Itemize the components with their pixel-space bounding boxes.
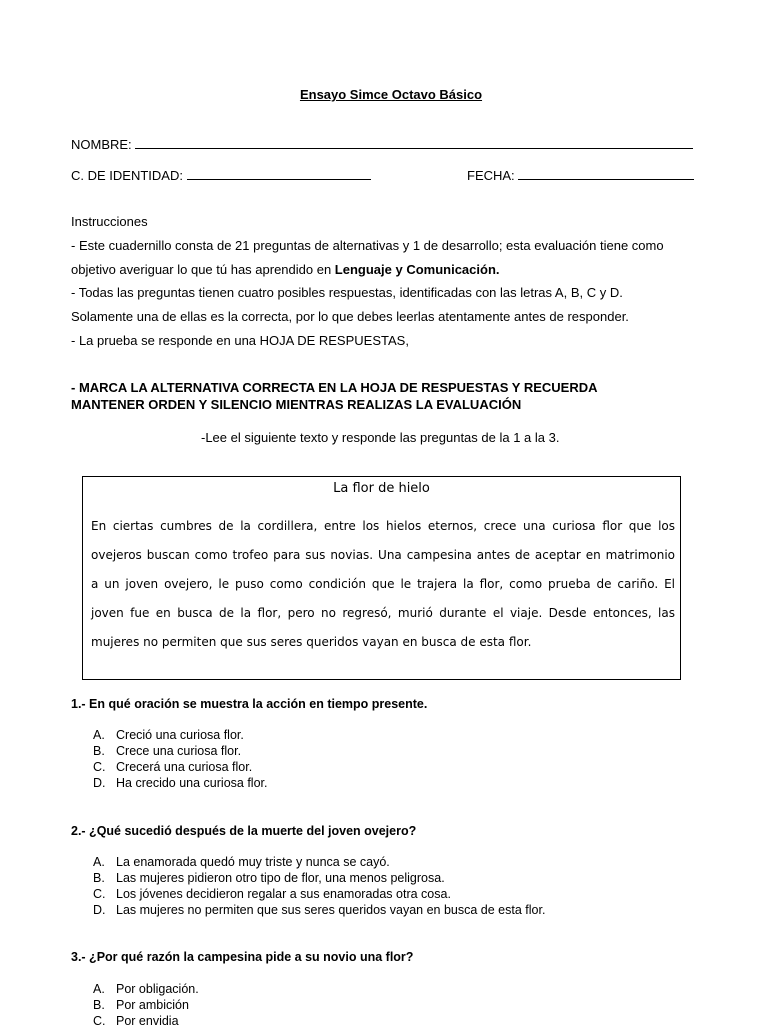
option-item (93, 776, 267, 790)
reading-line: joven fue en busca de la flor, pero no regresó, murió durante el viaje. Desde entonces, las (91, 606, 675, 620)
option-text: Los jóvenes decidieron regalar a sus enamoradas otra cosa. (116, 887, 451, 901)
option-text: La enamorada quedó muy triste y nunca se cayó. (116, 855, 390, 869)
option-letter: B. (93, 744, 105, 758)
option-letter: C. (93, 760, 106, 774)
option-text: Las mujeres pidieron otro tipo de flor, una menos peligrosa. (116, 871, 445, 885)
option-letter: C. (93, 1014, 106, 1028)
option-text: Creció una curiosa flor. (116, 728, 244, 742)
option-letter: B. (93, 871, 105, 885)
instructions-line: - Este cuadernillo consta de 21 preguntas de alternativas y 1 de desarrollo; esta evaluación tiene como (71, 238, 664, 253)
option-letter: A. (93, 982, 105, 996)
reading-title: La flor de hielo (333, 481, 430, 496)
instructions-line (71, 262, 500, 277)
instructions-text: objetivo averiguar lo que tú has aprendido en (71, 262, 335, 277)
page-title: Ensayo Simce Octavo Básico (299, 87, 483, 102)
question-2: 2.- ¿Qué sucedió después de la muerte del joven ovejero? (71, 824, 417, 838)
option-item (93, 887, 451, 901)
instructions-line: Solamente una de ellas es la correcta, por lo que debes leerlas atentamente antes de responder. (71, 309, 629, 324)
option-text: Crecerá una curiosa flor. (116, 760, 253, 774)
option-text: Ha crecido una curiosa flor. (116, 776, 268, 790)
option-text: Por ambición (116, 998, 189, 1012)
instructions-line: - La prueba se responde en una HOJA DE RESPUESTAS, (71, 333, 409, 348)
option-letter: D. (93, 776, 106, 790)
id-field (71, 167, 371, 183)
warning-line: - MARCA LA ALTERNATIVA CORRECTA EN LA HOJA DE RESPUESTAS Y RECUERDA (71, 380, 598, 395)
id-label: C. DE IDENTIDAD: (71, 168, 183, 183)
option-item (93, 903, 545, 917)
name-blank-line (135, 136, 693, 149)
reading-passage-box (82, 476, 681, 680)
option-item (93, 728, 244, 742)
option-item (93, 982, 199, 996)
subject-name: Lenguaje y Comunicación. (334, 262, 500, 277)
instructions-heading: Instrucciones (71, 214, 148, 229)
option-letter: A. (93, 728, 105, 742)
reading-line: mujeres no permiten que sus seres queridos vayan en busca de esta flor. (91, 635, 532, 649)
option-text: Por envidia (116, 1014, 179, 1028)
reading-line: ovejeros buscan como trofeo para sus novias. Una campesina antes de aceptar en matrimonio (91, 548, 675, 562)
date-label: FECHA: (467, 168, 515, 183)
question-1: 1.- En qué oración se muestra la acción en tiempo presente. (71, 697, 428, 711)
name-field (71, 136, 693, 152)
option-text: Crece una curiosa flor. (116, 744, 242, 758)
date-blank-line (518, 167, 694, 180)
reading-line: a un joven ovejero, le puso como condición que le trajera la flor, como prueba de cariño. El (91, 577, 675, 591)
option-letter: C. (93, 887, 106, 901)
warning-line: MANTENER ORDEN Y SILENCIO MIENTRAS REALIZAS LA EVALUACIÓN (71, 397, 522, 412)
option-letter: A. (93, 855, 105, 869)
option-letter: B. (93, 998, 105, 1012)
reading-line: En ciertas cumbres de la cordillera, entre los hielos eternos, crece una curiosa flor que los (91, 519, 675, 533)
option-text: Por obligación. (116, 982, 199, 996)
name-label: NOMBRE: (71, 137, 132, 152)
read-prompt: -Lee el siguiente texto y responde las preguntas de la 1 a la 3. (201, 430, 560, 445)
option-letter: D. (93, 903, 106, 917)
option-text: Las mujeres no permiten que sus seres queridos vayan en busca de esta flor. (116, 903, 546, 917)
option-item (93, 744, 241, 758)
option-item (93, 1014, 179, 1028)
option-item (93, 998, 189, 1012)
option-item (93, 855, 390, 869)
option-item (93, 760, 252, 774)
date-field (467, 167, 694, 183)
question-3: 3.- ¿Por qué razón la campesina pide a su novio una flor? (71, 950, 414, 964)
option-item (93, 871, 445, 885)
id-blank-line (187, 167, 371, 180)
instructions-line: - Todas las preguntas tienen cuatro posibles respuestas, identificadas con las letras A, B, C y D. (71, 285, 623, 300)
